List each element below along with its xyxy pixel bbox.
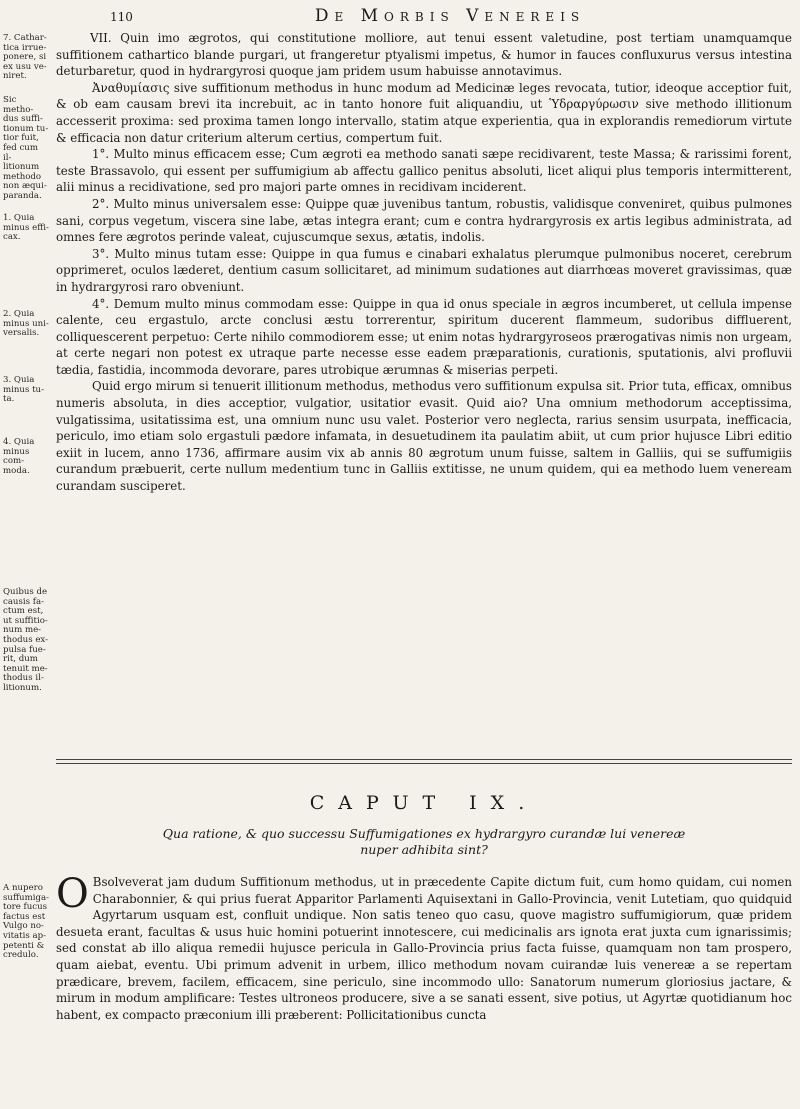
chapter-title: CAPUT IX. — [309, 792, 539, 814]
chapter-subtitle — [56, 826, 792, 858]
chapter-body — [56, 871, 792, 1023]
margin-note: Quibus de causis fa- ctum est, ut suffitio- num me- thodus ex- pulsa fue- rit, dum tenuit me- thodus il- litionum. — [3, 587, 49, 693]
paragraph: 1°. Multo minus efficacem esse; Cum ægroti ea methodo sanati sæpe recidivarent, teste Massa; & rarissimi forent, teste Brassavolo, qui essent per suffumigium ab affectu gallico penitus absoluti, licet aliqui plus temporis intermitterent, alii minus a recidivatione, sed pro majori parte omnes in recidivam inciderent. — [56, 147, 792, 195]
paragraph: Quid ergo mirum si tenuerit illitionum methodus, methodus vero suffitionum expulsa sit. Prior tuta, efficax, omnibus numeris absoluta, in dies acceptior, vulgatior, usitatior evasit. Quid aio? Una omnium methodorum acceptissima, vulgatissima, usitatissima est, una omnium nunc usu valet. Posterior vero neglecta, rarius sensim usurpata, inefficacia, periculo, imo etiam solo ergastuli pædore infamata, in desuetudinem ita paulatim abiit, ut cum prior hujusce Libri editio exiit in lucem, anno 1736, affirmare ausim vix ab annis 80 ægrotum unum fuisse, saltem in Galliis, qui se suffumigiis curandum præbuerit, certe nullum medentium tunc in Galliis extitisse, ne unum quidem, qui ea methodo luem veneream curandam susciperet. — [56, 379, 792, 494]
margin-note: A nupero suffumiga- tore fucus factus est Vulgo no- vitatis ap- petenti & credulo. — [3, 883, 50, 961]
paragraph: 3°. Multo minus tutam esse: Quippe in qua fumus e cinabari exhalatus plerumque pulmonibus noceret, cerebrum opprimeret, oculos læderet, dentium casum sollicitaret, ad minimum sudationes aut diarrhœas moveret gravissimas, quæ in hydrargyrosi raro obveniunt. — [56, 246, 792, 294]
margin-note: 7. Cathar- tica irrue- ponere, si ex usu ve- niret. — [3, 33, 47, 82]
paragraph: VII. Quin imo ægrotos, qui constitutione molliore, aut tenui essent valetudine, post tertiam unamquamque suffitionem cathartico blande purgari, ut frangeretur ptyalismi impetus, & humor in fauces confluxurus versus intestina deturbaretur, quod in hydrargyrosi quoque jam pridem usum habuisse annotavimus. — [56, 31, 792, 79]
drop-cap: O — [56, 871, 89, 917]
page-header — [110, 6, 750, 28]
section-divider — [56, 759, 792, 764]
chapter-subtitle-line: Qua ratione, & quo successu Suffumigationes ex hydrargyro curandæ lui venereæ — [162, 826, 686, 841]
chapter-subtitle-line: nuper adhibita sint? — [360, 842, 488, 857]
running-title: De Morbis Venereis — [314, 6, 586, 26]
paragraph: Ἀναθυμίασις sive suffitionum methodus in hunc modum ad Medicinæ leges revocata, tutior, ideoque acceptior fuit, & ob eam causam brevi ita increbuit, ac in tanto honore fuit aliquandiu, ut Ὑδραργύρωσιν sive methodo illitionum accesserit proxima: sed proxima tamen longo intervallo, statim atque experientia, qua in explorandis remediorum virtute & efficacia non datur criterium alterum certius, compertum fuit. — [56, 80, 792, 145]
page-number: 110 — [110, 10, 133, 24]
body-text — [56, 30, 792, 495]
margin-note: Sic metho- dus suffi- tionum tu- tior fuit, fed cum il- litionum methodo non æqui- paranda. — [3, 95, 49, 201]
margin-note: 1. Quia minus effi- cax. — [3, 213, 49, 243]
paragraph: 2°. Multo minus universalem esse: Quippe quæ juvenibus tantum, robustis, validisque conveniret, quibus pulmones sani, corpus vegetum, viscera sine labe, ætas integra erant; cum e contra hydrargyrosis ex artis legibus administrata, ad omnes fere ægrotos perinde valeat, cujuscumque sexus, ætatis, indolis. — [56, 196, 792, 245]
paragraph: 4°. Demum multo minus commodam esse: Quippe in qua id onus speciale in ægros incumberet, ut cellula impense calente, ceu ergastulo, arcte conclusi æstu torrerentur, spiritum ducerent flammeum, sudoribus diffluerent, colliquescerent perpetuo: Certe nihilo commodiorem esse; ut enim notas hydrargyroseos prærogativas nimis non urgeam, at certe negari non potest ex utraque parte necesse esse eadem præparationis, curationis, sputationis, alvi profluvii tædia, fastidia, incommoda devorare, pares utrobique ærumnas & miserias perpeti. — [56, 296, 792, 377]
margin-note: 4. Quia minus com- moda. — [3, 437, 35, 476]
margin-note: 2. Quia minus uni- versalis. — [3, 309, 49, 339]
paragraph: Bsolveverat jam dudum Suffitionum methodus, ut in præcedente Capite dictum fuit, cum homo quidam, cui nomen Charabonnier, & qui prius fuerat Apparitor Parlamenti Aquisextani in Gallo-Provincia, venit Lutetiam, quo quidquid Agyrtarum usquam est, confluit undique. Non satis teneo quo casu, quove magistro suffumigiorum, quæ pridem desueta erant, facultas & usus huic homini potuerint innotescere, cui medicinalis ars ignota erat juxta cum ignarissimis; sed constat ab illo aliqua remedii hujusce pericula in Gallo-Provincia prius facta fuisse, quamquam non tam prospero, quam aiebat, eventu. Ubi primum advenit in urbem, illico methodum novam cuirandæ luis venereæ a se repertam prædicare, brevem, facilem, efficacem, sine periculo, sine incommodo ullo: Sanatorum numerum gloriosius jactare, & mirum in modum amplificare: Testes ultroneos producere, sive a se sanati essent, sive potius, ut Agyrtæ quotidianum hoc habent, ex compacto præconium illi præberent: Pollicitationibus cuncta — [56, 875, 792, 1022]
margin-note: 3. Quia minus tu- ta. — [3, 375, 45, 405]
